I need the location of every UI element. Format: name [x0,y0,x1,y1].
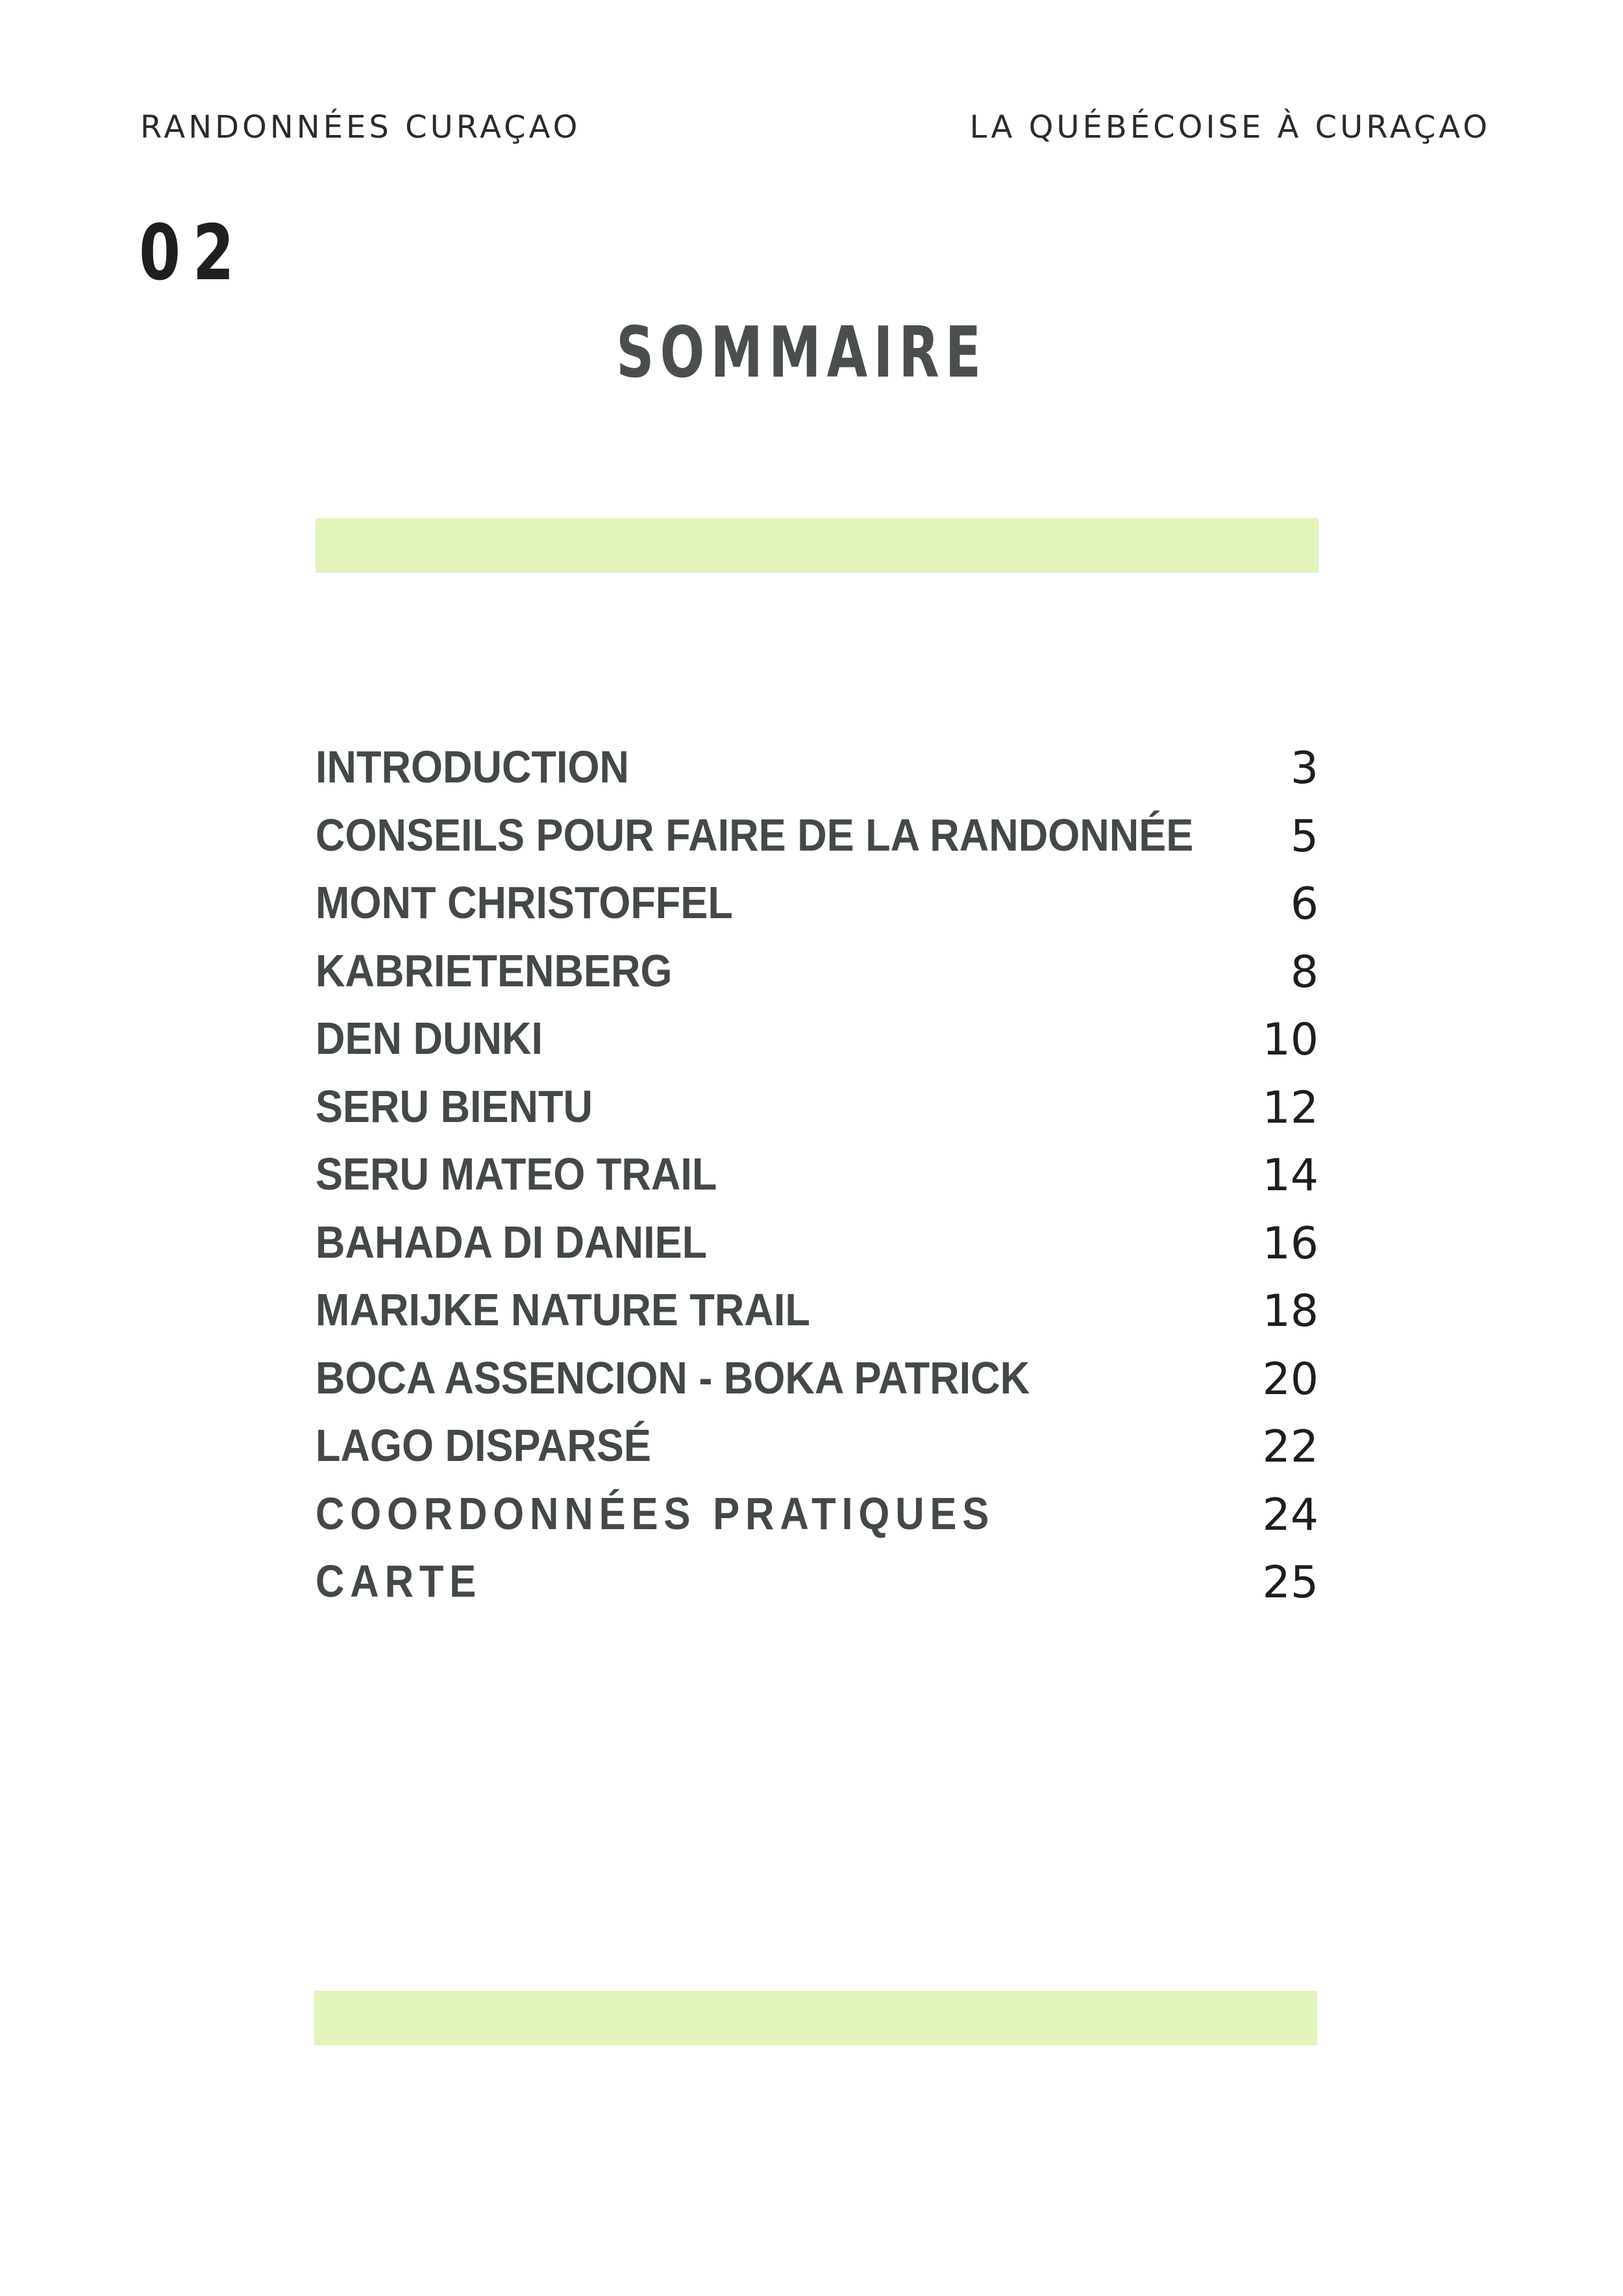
toc-entry-page: 3 [1290,743,1319,794]
toc-entry-page: 12 [1262,1082,1319,1134]
toc-entry-label: MONT CHRISTOFFEL [316,877,733,928]
bottom-accent-bar [314,1991,1317,2045]
toc-entry-label: COORDONNÉES PRATIQUES [316,1488,995,1539]
toc-entry[interactable] [316,1213,1319,1281]
toc-entry[interactable] [316,1009,1319,1077]
toc-entry-label: INTRODUCTION [316,742,629,792]
toc-entry-label: DEN DUNKI [316,1013,543,1064]
header-left-title: RANDONNÉES CURAÇAO [140,109,581,145]
page-number: 02 [139,208,247,297]
toc-entry-page: 24 [1262,1489,1319,1541]
toc-entry-page: 8 [1290,946,1319,998]
toc-entry-page: 5 [1290,810,1319,862]
toc-entry-label: SERU MATEO TRAIL [316,1149,717,1199]
toc-entry[interactable] [316,1077,1319,1145]
toc-entry-label: BOCA ASSENCION - BOKA PATRICK [316,1352,1030,1403]
toc-entry[interactable] [316,1552,1319,1620]
toc-entry[interactable] [316,1416,1319,1484]
toc-entry[interactable] [316,942,1319,1010]
toc-entry-page: 20 [1262,1353,1319,1405]
page-title: SOMMAIRE [616,312,987,393]
toc-entry[interactable] [316,1280,1319,1349]
toc-entry-label: BAHADA DI DANIEL [316,1216,708,1267]
page-title-wrapper [0,312,1604,393]
toc-entry-label: MARIJKE NATURE TRAIL [316,1284,810,1335]
toc-entry[interactable] [316,1484,1319,1553]
toc-entry-label: CARTE [316,1556,482,1606]
toc-entry-label: SERU BIENTU [316,1080,593,1132]
toc-entry-label: KABRIETENBERG [316,945,673,996]
top-accent-bar [316,518,1319,573]
table-of-contents [316,738,1319,1620]
toc-entry-page: 25 [1262,1557,1319,1608]
toc-entry-page: 18 [1262,1286,1319,1337]
toc-entry[interactable] [316,1145,1319,1213]
toc-entry[interactable] [316,738,1319,806]
toc-entry-label: LAGO DISPARSÉ [316,1420,651,1471]
toc-entry-label: CONSEILS POUR FAIRE DE LA RANDONNÉE [316,809,1194,860]
toc-entry-page: 16 [1262,1217,1319,1269]
toc-entry-page: 6 [1290,879,1319,930]
toc-entry-page: 22 [1262,1421,1319,1473]
toc-entry[interactable] [316,806,1319,874]
toc-entry[interactable] [316,873,1319,942]
toc-entry-page: 14 [1262,1150,1319,1201]
header-right-title: LA QUÉBÉCOISE À CURAÇAO [969,109,1491,145]
toc-entry-page: 10 [1262,1014,1319,1066]
toc-entry[interactable] [316,1349,1319,1417]
